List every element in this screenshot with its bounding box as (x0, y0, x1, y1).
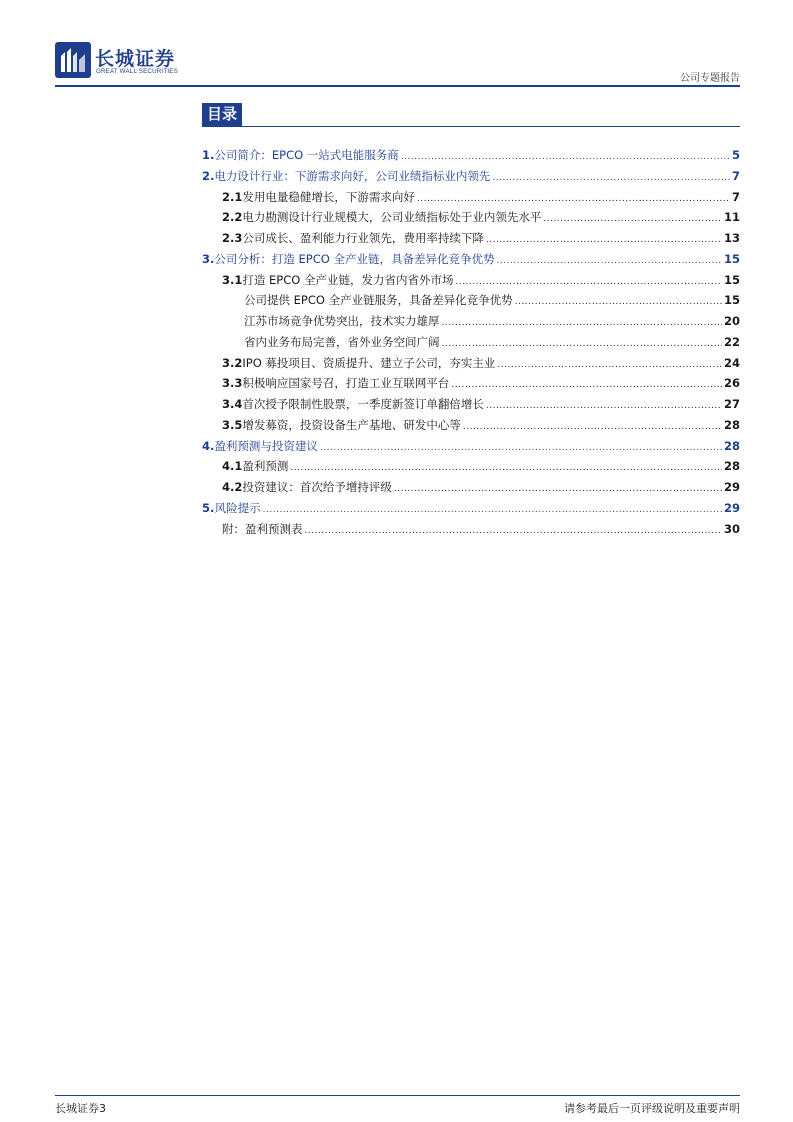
toc-entry-page: 30 (723, 521, 740, 536)
toc-entry-page: 15 (723, 272, 740, 287)
toc-entry-page: 26 (723, 376, 740, 391)
toc-entry-text: 电力设计行业：下游需求向好，公司业绩指标业内领先 (214, 168, 491, 183)
toc-title-divider (202, 126, 740, 127)
toc-entry-page: 28 (723, 438, 740, 453)
toc-entry[interactable] (202, 270, 740, 291)
brand-logo (55, 42, 195, 82)
toc-entry[interactable] (202, 249, 740, 270)
toc-entry-number: 3.3 (222, 376, 243, 391)
toc-leader-dots (455, 272, 722, 293)
toc-entry-text: 盈利预测 (242, 459, 289, 474)
toc-entry-page: 7 (731, 189, 740, 204)
toc-entry-number: 2.2 (222, 210, 243, 225)
toc-entry-number: 3.5 (222, 417, 243, 432)
toc-entry-text: IPO 募投项目、资质提升、建立子公司，夯实主业 (242, 355, 496, 370)
toc-entry-text: 投资建议：首次给予增持评级 (242, 480, 392, 494)
great-wall-logo-icon (55, 42, 91, 78)
toc-entry-text: 江苏市场竞争优势突出，技术实力雄厚 (244, 314, 440, 328)
toc-entry-page: 29 (723, 500, 740, 515)
toc-leader-dots (320, 438, 722, 459)
table-of-contents (202, 145, 740, 539)
toc-entry[interactable] (202, 477, 740, 498)
toc-entry-page: 28 (723, 417, 740, 432)
toc-entry-number: 3.1 (222, 272, 243, 287)
toc-leader-dots (515, 292, 722, 313)
footer-disclaimer: 请参考最后一页评级说明及重要声明 (564, 1102, 740, 1115)
header-divider (55, 85, 740, 87)
toc-entry-page: 29 (723, 480, 740, 494)
toc-entry-number: 3.2 (222, 355, 243, 370)
toc-entry[interactable] (202, 498, 740, 519)
toc-entry-number: 3.4 (222, 397, 243, 411)
toc-entry-number: 1. (202, 148, 215, 162)
toc-leader-dots (486, 396, 722, 417)
toc-entry[interactable] (202, 228, 740, 249)
toc-leader-dots (497, 355, 722, 376)
toc-entry[interactable] (202, 373, 740, 394)
toc-entry[interactable] (202, 519, 740, 540)
toc-entry-text: 省内业务布局完善，省外业务空间广阔 (244, 334, 440, 349)
toc-entry-text: 发用电量稳健增长，下游需求向好 (242, 189, 415, 204)
toc-entry-page: 5 (731, 148, 740, 162)
toc-entry[interactable] (202, 353, 740, 374)
toc-entry-number: 5. (202, 500, 215, 515)
toc-entry-text: 盈利预测与投资建议 (214, 438, 318, 453)
toc-entry[interactable] (202, 145, 740, 166)
toc-leader-dots (417, 189, 730, 210)
toc-entry-text: 风险提示 (214, 500, 261, 515)
toc-entry-text: 积极响应国家号召，打造工业互联网平台 (242, 376, 450, 391)
toc-entry-text: 打造 EPCO 全产业链，发力省内省外市场 (242, 272, 454, 287)
toc-entry-page: 27 (723, 397, 740, 411)
toc-leader-dots (442, 334, 722, 355)
toc-leader-dots (394, 479, 722, 500)
toc-entry-page: 22 (723, 334, 740, 349)
toc-entry-number: 4.1 (222, 459, 243, 474)
toc-leader-dots (305, 521, 722, 542)
report-type-label: 公司专题报告 (680, 73, 740, 84)
toc-leader-dots (543, 209, 722, 230)
toc-leader-dots (290, 458, 722, 479)
toc-entry-page: 15 (723, 251, 740, 266)
toc-entry-number: 4. (202, 438, 215, 453)
toc-leader-dots (401, 147, 730, 168)
footer-page-label: 长城证券3 (55, 1102, 106, 1115)
toc-entry-text: 公司分析：打造 EPCO 全产业链，具备差异化竞争优势 (214, 251, 495, 266)
toc-entry[interactable] (202, 394, 740, 415)
toc-entry[interactable] (202, 311, 740, 332)
toc-entry-page: 20 (723, 314, 740, 328)
toc-entry-text: 电力勘测设计行业规模大，公司业绩指标处于业内领先水平 (242, 210, 542, 225)
toc-entry-page: 24 (723, 355, 740, 370)
toc-leader-dots (486, 230, 722, 251)
toc-entry-text: 公司成长、盈利能力行业领先，费用率持续下降 (242, 231, 484, 245)
toc-entry-number: 附： (222, 521, 245, 536)
toc-entry[interactable] (202, 290, 740, 311)
toc-leader-dots (451, 375, 722, 396)
toc-entry-number: 2. (202, 168, 215, 183)
toc-entry-text: 增发募资，投资设备生产基地、研发中心等 (242, 417, 461, 432)
toc-entry-page: 11 (723, 210, 740, 225)
toc-leader-dots (492, 168, 730, 189)
toc-entry-page: 28 (723, 459, 740, 474)
toc-entry[interactable] (202, 456, 740, 477)
toc-entry-text: 公司简介：EPCO 一站式电能服务商 (214, 148, 399, 162)
toc-entry-number: 3. (202, 251, 215, 266)
toc-entry-number: 2.3 (222, 231, 243, 245)
toc-entry-text: 首次授予限制性股票，一季度新签订单翻倍增长 (242, 397, 484, 411)
toc-entry[interactable] (202, 436, 740, 457)
toc-entry[interactable] (202, 207, 740, 228)
brand-name-cn: 长城证券 (95, 48, 176, 70)
toc-leader-dots (442, 313, 722, 334)
toc-leader-dots (496, 251, 722, 272)
toc-entry-text: 盈利预测表 (245, 521, 303, 536)
toc-entry-page: 7 (731, 168, 740, 183)
toc-leader-dots (263, 500, 722, 521)
toc-entry[interactable] (202, 166, 740, 187)
toc-entry[interactable] (202, 415, 740, 436)
toc-entry-page: 13 (723, 231, 740, 245)
toc-leader-dots (463, 417, 722, 438)
toc-entry[interactable] (202, 187, 740, 208)
toc-title: 目录 (202, 103, 242, 126)
toc-entry-number: 4.2 (222, 480, 243, 494)
toc-entry[interactable] (202, 332, 740, 353)
toc-entry-number: 2.1 (222, 189, 243, 204)
brand-name-en: GREAT WALL SECURITIES (96, 68, 178, 75)
toc-entry-page: 15 (723, 293, 740, 308)
footer-divider (55, 1095, 740, 1096)
toc-entry-text: 公司提供 EPCO 全产业链服务，具备差异化竞争优势 (244, 293, 513, 308)
